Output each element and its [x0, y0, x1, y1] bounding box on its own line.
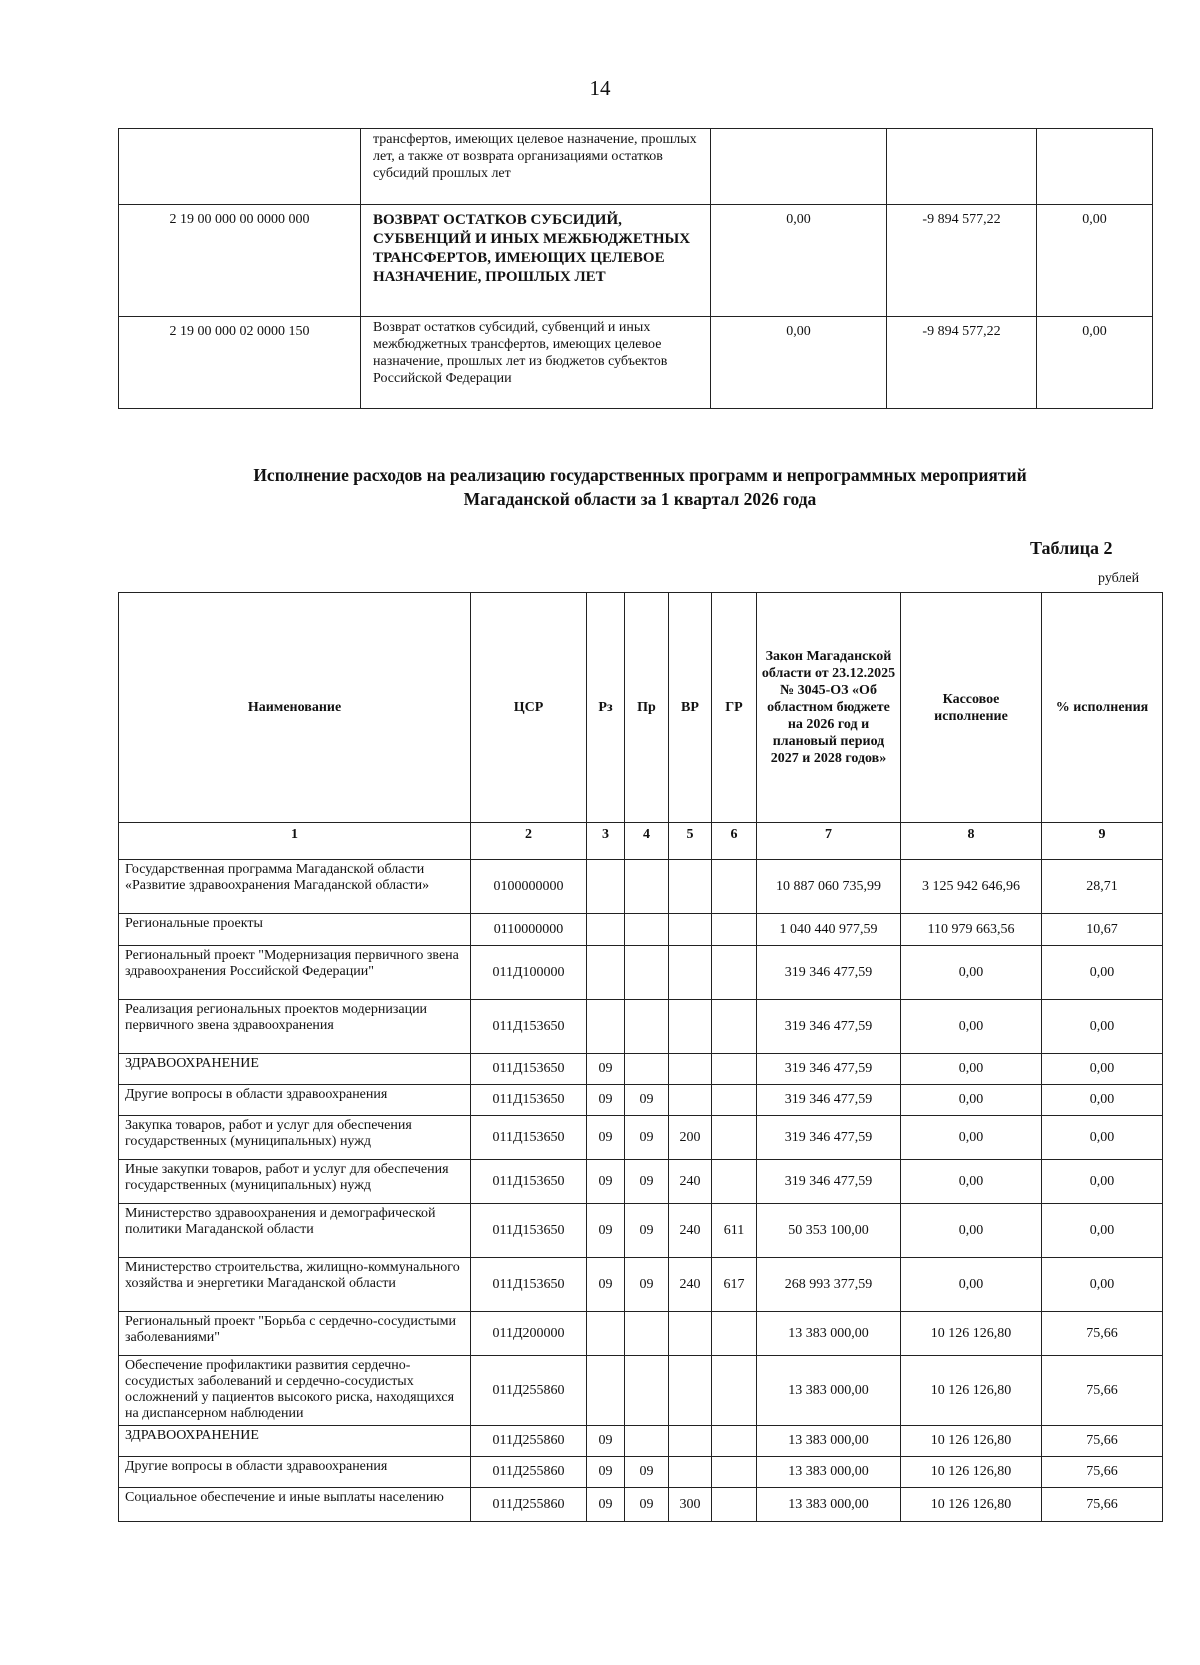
cell-pct: 75,66 — [1042, 1426, 1163, 1457]
cell-csr: 011Д153650 — [471, 1116, 587, 1160]
cell-gr — [712, 946, 757, 1000]
expense-row — [119, 1204, 1163, 1258]
cell-law: 13 383 000,00 — [757, 1488, 901, 1522]
cell-name: Государственная программа Магаданской области «Развитие здравоохранения Магаданской области» — [119, 860, 471, 914]
cell-rz — [587, 860, 625, 914]
header-law: Закон Магаданской области от 23.12.2025 № 3045-ОЗ «Об областном бюджете на 2026 год и плановый период 2027 и 2028 годов» — [757, 593, 901, 823]
cell-vr — [669, 1356, 712, 1426]
cell-csr: 011Д153650 — [471, 1160, 587, 1204]
cell-gr — [712, 1457, 757, 1488]
cell-pct: 0,00 — [1042, 1054, 1163, 1085]
cell-name: Региональный проект "Борьба с сердечно-сосудистыми заболеваниями" — [119, 1312, 471, 1356]
numbering-row — [119, 823, 1163, 860]
column-number: 9 — [1042, 823, 1163, 860]
cell-name: Социальное обеспечение и иные выплаты населению — [119, 1488, 471, 1522]
cell-name: Министерство строительства, жилищно-коммунального хозяйства и энергетики Магаданской области — [119, 1258, 471, 1312]
header-csr: ЦСР — [471, 593, 587, 823]
income-table — [118, 128, 1153, 409]
income-row — [119, 317, 1153, 409]
cell-gr: 617 — [712, 1258, 757, 1312]
cell-name: ЗДРАВООХРАНЕНИЕ — [119, 1054, 471, 1085]
cell-name: ЗДРАВООХРАНЕНИЕ — [119, 1426, 471, 1457]
cell-vr: 300 — [669, 1488, 712, 1522]
cell-vr — [669, 1000, 712, 1054]
income-plan: 0,00 — [711, 317, 887, 409]
income-execution: -9 894 577,22 — [887, 205, 1037, 317]
expense-row — [119, 1356, 1163, 1426]
cell-cash: 10 126 126,80 — [901, 1426, 1042, 1457]
cell-pct: 0,00 — [1042, 946, 1163, 1000]
cell-cash: 10 126 126,80 — [901, 1488, 1042, 1522]
cell-pr — [625, 946, 669, 1000]
cell-pr: 09 — [625, 1457, 669, 1488]
cell-cash: 0,00 — [901, 1258, 1042, 1312]
cell-pr: 09 — [625, 1258, 669, 1312]
cell-law: 13 383 000,00 — [757, 1356, 901, 1426]
cell-pct: 10,67 — [1042, 914, 1163, 946]
cell-csr: 0110000000 — [471, 914, 587, 946]
expense-table — [118, 592, 1163, 1522]
cell-csr: 011Д153650 — [471, 1000, 587, 1054]
cell-pr: 09 — [625, 1160, 669, 1204]
expense-row — [119, 860, 1163, 914]
cell-pr — [625, 1054, 669, 1085]
cell-name: Иные закупки товаров, работ и услуг для обеспечения государственных (муниципальных) нужд — [119, 1160, 471, 1204]
cell-vr — [669, 1457, 712, 1488]
cell-gr — [712, 860, 757, 914]
income-other — [1037, 129, 1153, 205]
column-number: 2 — [471, 823, 587, 860]
income-other: 0,00 — [1037, 205, 1153, 317]
header-cash: Кассовое исполнение — [901, 593, 1042, 823]
cell-gr: 611 — [712, 1204, 757, 1258]
cell-rz: 09 — [587, 1085, 625, 1116]
cell-csr: 011Д255860 — [471, 1457, 587, 1488]
cell-name: Региональный проект "Модернизация первичного звена здравоохранения Российской Федерации" — [119, 946, 471, 1000]
cell-name: Министерство здравоохранения и демографической политики Магаданской области — [119, 1204, 471, 1258]
cell-gr — [712, 1116, 757, 1160]
table-label: Таблица 2 — [1030, 538, 1113, 558]
header-pr: Пр — [625, 593, 669, 823]
expense-row — [119, 1258, 1163, 1312]
column-number: 6 — [712, 823, 757, 860]
cell-name: Региональные проекты — [119, 914, 471, 946]
income-plan: 0,00 — [711, 205, 887, 317]
cell-cash: 0,00 — [901, 1116, 1042, 1160]
cell-cash: 110 979 663,56 — [901, 914, 1042, 946]
cell-law: 319 346 477,59 — [757, 1116, 901, 1160]
cell-csr: 011Д255860 — [471, 1356, 587, 1426]
cell-vr — [669, 946, 712, 1000]
cell-vr: 240 — [669, 1258, 712, 1312]
cell-cash: 10 126 126,80 — [901, 1312, 1042, 1356]
cell-law: 1 040 440 977,59 — [757, 914, 901, 946]
cell-pr: 09 — [625, 1204, 669, 1258]
cell-pr — [625, 860, 669, 914]
income-row — [119, 129, 1153, 205]
cell-csr: 011Д153650 — [471, 1054, 587, 1085]
cell-vr: 200 — [669, 1116, 712, 1160]
cell-csr: 011Д153650 — [471, 1085, 587, 1116]
cell-name: Реализация региональных проектов модернизации первичного звена здравоохранения — [119, 1000, 471, 1054]
cell-gr — [712, 1085, 757, 1116]
income-name: Возврат остатков субсидий, субвенций и иных межбюджетных трансфертов, имеющих целевое назначение, прошлых лет из бюджетов субъектов Российской Федерации — [361, 317, 711, 409]
page-number: 14 — [589, 76, 611, 100]
column-number: 1 — [119, 823, 471, 860]
income-plan — [711, 129, 887, 205]
cell-rz — [587, 914, 625, 946]
cell-gr — [712, 1356, 757, 1426]
column-number: 7 — [757, 823, 901, 860]
cell-rz: 09 — [587, 1258, 625, 1312]
cell-cash: 0,00 — [901, 1085, 1042, 1116]
cell-law: 13 383 000,00 — [757, 1457, 901, 1488]
cell-law: 319 346 477,59 — [757, 1000, 901, 1054]
cell-law: 13 383 000,00 — [757, 1312, 901, 1356]
column-number: 3 — [587, 823, 625, 860]
cell-rz — [587, 1356, 625, 1426]
cell-cash: 0,00 — [901, 1160, 1042, 1204]
cell-cash: 10 126 126,80 — [901, 1457, 1042, 1488]
cell-pct: 0,00 — [1042, 1160, 1163, 1204]
cell-law: 319 346 477,59 — [757, 946, 901, 1000]
income-code: 2 19 00 000 00 0000 000 — [119, 205, 361, 317]
cell-pr — [625, 1426, 669, 1457]
expense-row — [119, 1116, 1163, 1160]
column-number: 4 — [625, 823, 669, 860]
header-row — [119, 593, 1163, 823]
cell-rz: 09 — [587, 1426, 625, 1457]
income-code: 2 19 00 000 02 0000 150 — [119, 317, 361, 409]
cell-csr: 0100000000 — [471, 860, 587, 914]
cell-pct: 75,66 — [1042, 1488, 1163, 1522]
cell-name: Другие вопросы в области здравоохранения — [119, 1085, 471, 1116]
cell-csr: 011Д153650 — [471, 1258, 587, 1312]
expense-row — [119, 1000, 1163, 1054]
cell-pct: 0,00 — [1042, 1116, 1163, 1160]
cell-rz: 09 — [587, 1054, 625, 1085]
cell-cash: 0,00 — [901, 1000, 1042, 1054]
column-number: 8 — [901, 823, 1042, 860]
header-pct: % исполнения — [1042, 593, 1163, 823]
expense-row — [119, 1054, 1163, 1085]
cell-law: 13 383 000,00 — [757, 1426, 901, 1457]
cell-csr: 011Д200000 — [471, 1312, 587, 1356]
income-row — [119, 205, 1153, 317]
cell-cash: 0,00 — [901, 1204, 1042, 1258]
expense-row — [119, 1488, 1163, 1522]
cell-law: 10 887 060 735,99 — [757, 860, 901, 914]
cell-pct: 75,66 — [1042, 1457, 1163, 1488]
cell-law: 319 346 477,59 — [757, 1160, 901, 1204]
cell-name: Обеспечение профилактики развития сердечно-сосудистых заболеваний и сердечно-сосудистых осложнений у пациентов высокого риска, находящихся на диспансерном наблюдении — [119, 1356, 471, 1426]
cell-vr — [669, 914, 712, 946]
cell-gr — [712, 1426, 757, 1457]
cell-gr — [712, 1054, 757, 1085]
cell-gr — [712, 1000, 757, 1054]
cell-csr: 011Д255860 — [471, 1426, 587, 1457]
income-execution — [887, 129, 1037, 205]
header-vr: ВР — [669, 593, 712, 823]
cell-law: 50 353 100,00 — [757, 1204, 901, 1258]
income-name: трансфертов, имеющих целевое назначение, прошлых лет, а также от возврата организациями остатков субсидий прошлых лет — [361, 129, 711, 205]
income-code — [119, 129, 361, 205]
cell-pr — [625, 1000, 669, 1054]
cell-law: 319 346 477,59 — [757, 1054, 901, 1085]
cell-pct: 0,00 — [1042, 1204, 1163, 1258]
cell-csr: 011Д100000 — [471, 946, 587, 1000]
cell-vr — [669, 1426, 712, 1457]
section-title: Исполнение расходов на реализацию государственных программ и непрограммных мероприятий Магаданской области за 1 квартал 2026 года — [253, 465, 1027, 509]
expense-row — [119, 1160, 1163, 1204]
cell-pr: 09 — [625, 1488, 669, 1522]
expense-row — [119, 1085, 1163, 1116]
cell-pr: 09 — [625, 1116, 669, 1160]
header-gr: ГР — [712, 593, 757, 823]
cell-pct: 0,00 — [1042, 1000, 1163, 1054]
cell-gr — [712, 1160, 757, 1204]
cell-vr: 240 — [669, 1204, 712, 1258]
cell-name: Закупка товаров, работ и услуг для обеспечения государственных (муниципальных) нужд — [119, 1116, 471, 1160]
units-label: рублей — [1098, 571, 1140, 586]
cell-law: 268 993 377,59 — [757, 1258, 901, 1312]
expense-row — [119, 1312, 1163, 1356]
cell-rz: 09 — [587, 1204, 625, 1258]
cell-rz: 09 — [587, 1160, 625, 1204]
income-other: 0,00 — [1037, 317, 1153, 409]
cell-gr — [712, 1312, 757, 1356]
cell-csr: 011Д255860 — [471, 1488, 587, 1522]
cell-rz: 09 — [587, 1116, 625, 1160]
header-name: Наименование — [119, 593, 471, 823]
expense-row — [119, 914, 1163, 946]
cell-gr — [712, 914, 757, 946]
cell-vr — [669, 1054, 712, 1085]
cell-rz: 09 — [587, 1488, 625, 1522]
cell-name: Другие вопросы в области здравоохранения — [119, 1457, 471, 1488]
cell-gr — [712, 1488, 757, 1522]
expense-row — [119, 1457, 1163, 1488]
column-number: 5 — [669, 823, 712, 860]
cell-vr — [669, 1312, 712, 1356]
cell-law: 319 346 477,59 — [757, 1085, 901, 1116]
cell-vr — [669, 1085, 712, 1116]
cell-pr — [625, 1356, 669, 1426]
cell-pct: 0,00 — [1042, 1085, 1163, 1116]
cell-rz — [587, 1312, 625, 1356]
cell-pct: 28,71 — [1042, 860, 1163, 914]
cell-pr — [625, 914, 669, 946]
cell-cash: 0,00 — [901, 946, 1042, 1000]
cell-pr — [625, 1312, 669, 1356]
income-name: ВОЗВРАТ ОСТАТКОВ СУБСИДИЙ, СУБВЕНЦИЙ И ИНЫХ МЕЖБЮДЖЕТНЫХ ТРАНСФЕРТОВ, ИМЕЮЩИХ ЦЕЛЕВОЕ НАЗНАЧЕНИЕ, ПРОШЛЫХ ЛЕТ — [361, 205, 711, 317]
cell-rz: 09 — [587, 1457, 625, 1488]
cell-csr: 011Д153650 — [471, 1204, 587, 1258]
expense-row — [119, 1426, 1163, 1457]
cell-pct: 0,00 — [1042, 1258, 1163, 1312]
cell-cash: 0,00 — [901, 1054, 1042, 1085]
cell-rz — [587, 946, 625, 1000]
expense-row — [119, 946, 1163, 1000]
cell-cash: 3 125 942 646,96 — [901, 860, 1042, 914]
cell-pct: 75,66 — [1042, 1312, 1163, 1356]
income-execution: -9 894 577,22 — [887, 317, 1037, 409]
cell-pr: 09 — [625, 1085, 669, 1116]
cell-pct: 75,66 — [1042, 1356, 1163, 1426]
cell-vr: 240 — [669, 1160, 712, 1204]
header-rz: Рз — [587, 593, 625, 823]
cell-cash: 10 126 126,80 — [901, 1356, 1042, 1426]
cell-vr — [669, 860, 712, 914]
cell-rz — [587, 1000, 625, 1054]
